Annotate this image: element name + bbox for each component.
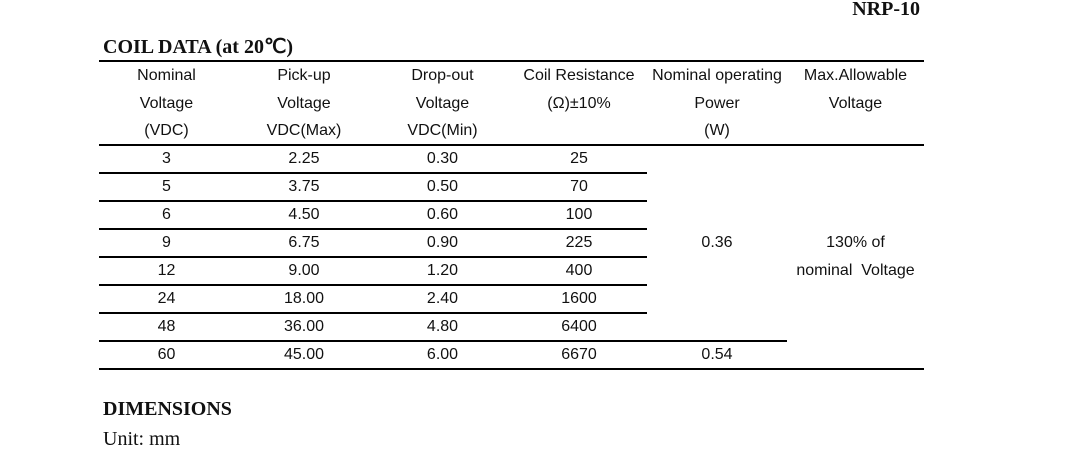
header-row-1 <box>99 61 924 90</box>
table-cell: 60 <box>99 341 234 369</box>
table-cell: 70 <box>511 173 647 201</box>
table-cell: 3.75 <box>234 173 374 201</box>
column-header: VDC(Max) <box>234 118 374 145</box>
table-cell: 18.00 <box>234 285 374 313</box>
column-header: Nominal <box>99 61 234 90</box>
table-cell: 4.80 <box>374 313 511 341</box>
table-cell: 1.20 <box>374 257 511 285</box>
column-header: Voltage <box>828 95 883 112</box>
column-header: Nominal operating <box>647 61 787 90</box>
table-cell: 3 <box>99 145 234 173</box>
model-number: NRP-10 <box>852 0 920 20</box>
power-cell-group-1: 0.36 <box>647 145 787 341</box>
column-header: Voltage <box>277 95 331 112</box>
table-cell: 6.75 <box>234 229 374 257</box>
table-cell: 6 <box>99 201 234 229</box>
table-cell: 2.40 <box>374 285 511 313</box>
table-cell: 6670 <box>511 341 647 369</box>
max-voltage-line-2: nominal Voltage <box>796 262 915 279</box>
table-cell: 6400 <box>511 313 647 341</box>
column-header: (Ω)±10% <box>547 95 611 112</box>
column-header: Voltage <box>415 95 470 112</box>
table-cell: 9.00 <box>234 257 374 285</box>
table-cell: 5 <box>99 173 234 201</box>
table-cell: 45.00 <box>234 341 374 369</box>
max-voltage-line-1: 130% of <box>826 234 885 251</box>
max-voltage-cell <box>787 145 924 369</box>
dimensions-title: DIMENSIONS <box>103 398 232 420</box>
column-header: VDC(Min) <box>374 118 511 145</box>
table-cell: 9 <box>99 229 234 257</box>
table-cell: 12 <box>99 257 234 285</box>
table-cell: 400 <box>511 257 647 285</box>
column-header: Power <box>694 95 740 112</box>
column-header: Pick-up <box>234 61 374 90</box>
column-header <box>787 118 924 145</box>
table-cell: 1600 <box>511 285 647 313</box>
table-row <box>99 145 924 173</box>
table-cell: 0.30 <box>374 145 511 173</box>
table-cell: 2.25 <box>234 145 374 173</box>
column-header: Drop-out <box>374 61 511 90</box>
table-cell: 0.90 <box>374 229 511 257</box>
dimensions-unit: Unit: mm <box>103 428 181 450</box>
column-header: Voltage <box>139 95 194 112</box>
table-cell: 25 <box>511 145 647 173</box>
header-row-3 <box>99 118 924 145</box>
table-cell: 100 <box>511 201 647 229</box>
table-cell: 48 <box>99 313 234 341</box>
header-row-2 <box>99 90 924 118</box>
column-header: (W) <box>647 118 787 145</box>
table-cell: 0.60 <box>374 201 511 229</box>
coil-data-title: COIL DATA (at 20℃) <box>103 36 294 58</box>
coil-data-table <box>99 60 924 370</box>
column-header: (VDC) <box>99 118 234 145</box>
table-cell: 24 <box>99 285 234 313</box>
column-header: Coil Resistance <box>511 61 647 90</box>
table-cell: 0.50 <box>374 173 511 201</box>
table-cell: 6.00 <box>374 341 511 369</box>
table-cell: 4.50 <box>234 201 374 229</box>
table-cell: 36.00 <box>234 313 374 341</box>
column-header <box>511 118 647 145</box>
table-cell: 225 <box>511 229 647 257</box>
power-cell-group-2: 0.54 <box>647 341 787 369</box>
column-header: Max.Allowable <box>787 61 924 90</box>
